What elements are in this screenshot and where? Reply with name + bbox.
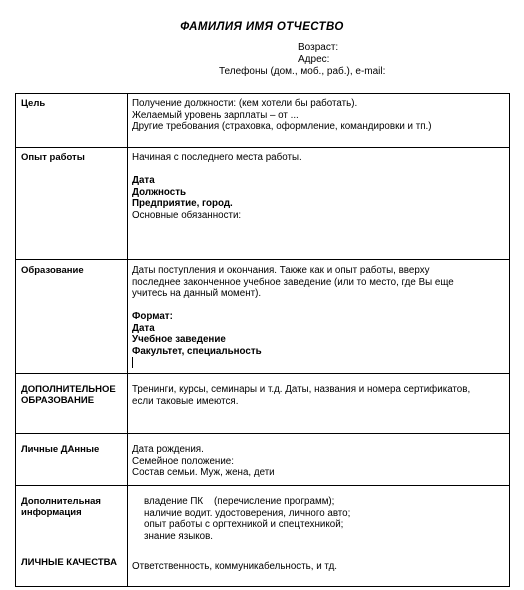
section-label-experience: Опыт работы: [21, 152, 85, 163]
row-divider: [15, 259, 510, 260]
experience-position: Должность: [132, 186, 187, 198]
section-label-education: Образование: [21, 265, 84, 276]
table-border-left: [15, 93, 16, 586]
age-label: Возраст:: [298, 42, 339, 53]
section-content-goal: [132, 98, 504, 133]
additional-info-line: знание языков.: [144, 530, 214, 542]
section-content-education: [132, 265, 504, 370]
label-line: информация: [21, 507, 82, 518]
section-label-additional-info: [21, 496, 127, 518]
personal-line: Семейное положение:: [132, 455, 234, 467]
section-content-additional-info: [132, 496, 516, 542]
section-label-personal: Личные ДАнные: [21, 444, 100, 455]
experience-company: Предприятие, город.: [132, 198, 233, 209]
label-line: ДОПОЛНИТЕЛЬНОЕ: [21, 384, 116, 395]
section-label-qualities: ЛИЧНЫЕ КАЧЕСТВА: [21, 557, 117, 568]
text-cursor: [132, 357, 133, 368]
column-divider: [127, 93, 128, 586]
education-line: последнее законченное учебное заведение (или то место, где Вы еще: [132, 276, 454, 288]
row-divider: [15, 147, 510, 148]
experience-duties: Основные обязанности:: [132, 209, 242, 221]
experience-intro: Начиная с последнего места работы.: [132, 152, 302, 163]
row-divider: [15, 485, 510, 486]
section-content-experience: [132, 152, 504, 221]
section-content-qualities: [132, 561, 504, 573]
goal-line: Другие требования (страховка, оформление, командировки и тп.): [132, 121, 432, 132]
qualities-text: Ответственность, коммуникабельность, и тд.: [132, 561, 338, 572]
section-content-personal: [132, 444, 504, 479]
table-border-top: [15, 93, 510, 94]
education-line: Даты поступления и окончания. Также как и опыт работы, вверху: [132, 265, 430, 276]
additional-education-line: Тренинги, курсы, семинары и т.д. Даты, названия и номера сертификатов,: [132, 384, 471, 395]
row-divider: [15, 433, 510, 434]
personal-line: Дата рождения.: [132, 444, 204, 455]
phones-label: Телефоны (дом., моб., раб.), e-mail:: [219, 66, 386, 77]
education-institution: Учебное заведение: [132, 334, 226, 345]
goal-line: Желаемый уровень зарплаты – от ...: [132, 109, 299, 121]
additional-education-line: если таковые имеются.: [132, 395, 239, 407]
education-faculty: Факультет, специальность: [132, 345, 262, 357]
section-label-goal: Цель: [21, 98, 46, 109]
personal-line: Состав семьи. Муж, жена, дети: [132, 467, 275, 478]
section-content-additional-education: [132, 384, 504, 407]
section-label-additional-education: [21, 384, 127, 406]
address-label: Адрес:: [298, 54, 330, 65]
label-line: Дополнительная: [21, 496, 101, 507]
education-format-label: Формат:: [132, 311, 173, 322]
additional-info-line: владение ПК (перечисление программ);: [144, 496, 335, 507]
additional-info-line: наличие водит. удостоверения, личного авто;: [144, 507, 351, 519]
table-border-bottom: [15, 586, 510, 587]
resume-title: ФАМИЛИЯ ИМЯ ОТЧЕСТВО: [180, 21, 344, 33]
label-line: ОБРАЗОВАНИЕ: [21, 395, 95, 406]
additional-info-line: опыт работы с оргтехникой и спецтехникой;: [144, 519, 344, 530]
row-divider: [15, 373, 510, 374]
goal-line: Получение должности: (кем хотели бы работать).: [132, 98, 358, 109]
education-line: учитесь на данный момент).: [132, 288, 262, 299]
education-date: Дата: [132, 322, 155, 334]
experience-date: Дата: [132, 175, 155, 186]
